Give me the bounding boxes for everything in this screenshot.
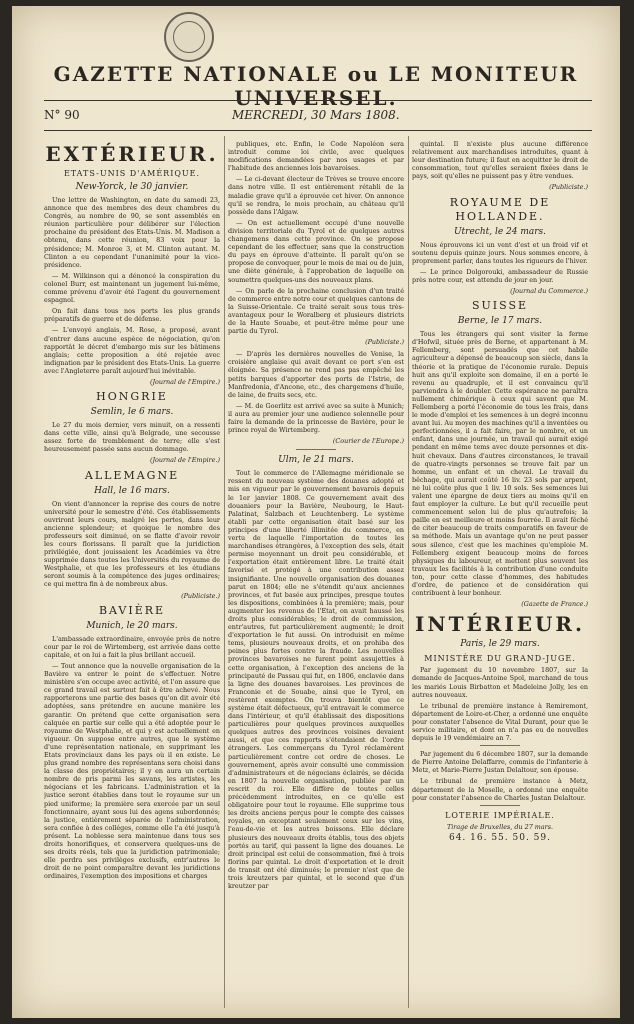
paragraph: L'ambassade extraordinaire, envoyée près de notre cour par le roi de Wirtemberg, est arrivée dans cette capitale, et on lui a fait la plus brillant accueil. — [44, 634, 220, 659]
paragraph: — L'envoyé anglais, M. Rose, a proposé, avant d'entrer dans aucune espèce de négociation, qu'on rapportât le décret d'embargo mis sur les bâtimens anglais; cette proposition a été rejetée avec indignation par le président des Etats-Unis. La guerre avec l'Angleterre paraît aujourd'hui inévitable. — [44, 326, 220, 375]
separator — [296, 449, 336, 450]
section-heading-exterieur: EXTÉRIEUR. — [45, 142, 219, 166]
paragraph: — On parle de la prochaine conclusion d'un traité de commerce entre notre cour et quelques cantons de la Suisse-Orientale. Ce traité serait sous tous très-avantageux pour le Woralberg et plusieurs districts de la Haute Souabe, et peut-être même pour une partie du Tyrol. — [228, 286, 404, 336]
ministry-heading: MINISTÈRE DU GRAND-JUGE. — [424, 654, 576, 664]
column-divider — [408, 136, 409, 1008]
paragraph: — D'après les dernières nouvelles de Venise, la croisière anglaise qui avait devant ce port s'en est éloignée. Sa présence ne rend pas pas empêché les petits barques d'apporter des ports de l'Istrie, de Manfredonia, d'Ancone, etc., des chargemens d'huile, de laine, de fruits secs, etc. — [228, 350, 404, 399]
source-credit: (Publiciste.) — [181, 591, 220, 600]
country-heading: ALLEMAGNE — [84, 468, 180, 482]
country-heading: BAVIÈRE — [98, 603, 166, 617]
paragraph: Par jugement du 10 novembre 1807, sur la demande de Jacques-Antoine Spol, marchand de tous les mariés Louis Birbatton et Madeleine Jolly, les en autres nouveaux. — [412, 666, 588, 699]
dateline: Berne, le 17 mars. — [457, 316, 543, 327]
masthead-rule-bottom — [44, 130, 592, 131]
country-heading: SUISSE — [471, 299, 529, 313]
lottery-draw-line: Tirage de Bruxelles, du 27 mars. — [446, 822, 554, 831]
dateline: Ulm, le 21 mars. — [278, 455, 354, 466]
paragraph: quintal. Il n'existe plus aucune différence relativement aux marchandises introduites, quant à leur destination future; il faut en acquitter le droit de consommation, tout qu'elles seraient fixées dans le pays, soit qu'elles ne puissent pas y être vendues. — [412, 140, 588, 181]
paragraph: — M. Wilkinson qui a dénoncé la conspiration du colonel Burr, est maintenant un jugement lui-même, comme prévenu d'avoir été l'agent du gouvernement espagnol. — [44, 271, 220, 305]
source-credit: (Journal du Commerce.) — [510, 287, 588, 296]
paragraph: Par jugement du 6 décembre 1807, sur la demande de Pierre Antoine Delaffarre, commis de l'infanterie à Metz, et Marie-Pierre Justan Delaltour, son épouse. — [412, 750, 588, 775]
issue-number: N° 90 — [44, 108, 80, 122]
paragraph: Une lettre de Washington, en date du samedi 23, annonce que des membres des deux chambres du Congrès, au nombre de 90, se sont assemblés en réunion particulière pour délibérer sur l'élection prochaine du président des Etats-Unis. M. Madison a obtenu, dans cette réunion, 83 voix pour la présidence; M. Monroe 3, et M. Clinton autant. M. Clinton a eu cependant l'unanimité pour la vice-présidence. — [44, 196, 220, 269]
source-credit: (Publiciste.) — [549, 183, 588, 192]
country-heading: HONGRIE — [96, 390, 168, 404]
dateline: Paris, le 29 mars. — [460, 639, 540, 650]
country-heading: ETATS-UNIS D'AMÉRIQUE. — [63, 169, 201, 178]
paragraph: Le 27 du mois dernier, vers minuit, on a ressenti dans cette ville, ainsi qu'à Belgrade, une secousse assez forte de tremblement de terre; elle s'est heureusement passée sans aucun dommage. — [44, 421, 220, 454]
column-1 — [44, 140, 220, 1010]
paragraph: Tout le commerce de l'Allemagne méridionale se ressent du nouveau système des douanes adopté et mis en vigueur par le gouvernement bavarois depuis le 1er janvier 1808. Ce gouvernement avait des douaniers pour la Bavière, Neubourg, le Haut-Palatinat, Salzbach et Leuchtenberg. Le système établi par cette organisation était basé sur les principes d'une liberté illimitée du commerce, en vertu de laquelle l'importation de toutes les marchandises étrangères, à l'exception des sels, était permise moyennant un droit peu considérable, et l'exportation était entièrement libre. Le traité était favorisé et protégé à une contribution assez insignifiante. Une nouvelle organisation des douanes parut en 1804; elle ne s'étendit qu'aux anciennes provinces, et fut basée aux principes, presque toutes les dispositions, combinées à la première; mais, pour augmenter les revenus de l'Etat, on avait haussé les droits plus considérables; le droit de commission, entr'autres, fut particulièrement augmenté; le droit d'exportation le fut aussi. On introduisit en même tems, plusieurs nouveaux droits, et on prohiba des peines plus fortes contre la fraude. Les nouvelles provinces bavaroises ne furent point assujetties à cette organisation, à l'exception des anciens de la principauté de Passau qui fut, en 1806, enclavée dans la ligne des douanes bavaroises. Les provinces de Franconie et de Souabe, ainsi que le Tyrol, en restèrent exemptes. On trouva bientôt que ce système était défectueux, qu'il entravait le commerce dans l'intérieur, et qu'il établissait des dispositions particulières pour quelques provinces auxquelles quelques autres des provinces voisines devaient aussi, et que ces rapports s'étendaient de l'ordre étrangers. Les commerçans du Tyrol réclamèrent particulièrement contre cet ordre de choses. Le gouvernement, après avoir consulté une commission d'administrateurs et de négocians éclairés, se décida en 1807 la nouvelle organisation, publiée par un rescrit du roi. Elle diffère de toutes celles précédemment introduites, en ce qu'elle est obligatoire pour tout le royaume. Elle supprime tous les droits anciens perçus pour le compte des caisses royales, en exceptant seulement ceux sur les vins, l'eau-de-vie et les autres boissons. Elle déclare plusieurs des nouveaux droits établis, tous des objets portés au tarif, qui passent la ligne des douanes. Le droit principal est celui de consommation, fixé à trois florins par quintal. Le droit d'exportation et le droit de transit ont été diminués; le premier n'est que de trois kreutzers par quintal, et le second que d'un kreutzer par — [228, 469, 404, 891]
dateline: Semlin, le 6 mars. — [90, 407, 174, 418]
paragraph: Tous les étrangers qui sont visiter la ferme d'Hofwil, située près de Berne, et appartenant à M. Fellemberg, sont persuadés que cet habile agriculteur a dépensé de beaucoup son siècle, dans la théorie et la pratique de l'économie rurale. Depuis huit ans qu'il exploite son domaine, il en a porté le revenu au quadruple, et il est convaincu qu'il parviendra à le doubler. Cette espérance ne paraîtra nullement chimérique à ceux qui savent que M. Fellemberg a porté l'économie de tous les frais, dans le mode d'emploi et les semences à un degré inconnu avant lui. Au moyen des machines qu'il a inventées ou perfectionnées, il a fait faire, par le nombre, et un enfant, dans une journée, un travail qui aurait exigé pendant en même tems avec douze personnes et dix-huit chevaux. Dans d'autres circonstances, le travail de quatre-vingts personnes se trouve fait par un homme, un enfant et un cheval. Le travail du bêchage, qui aurait coûté 16 liv. 23 sols par arpent, ne lui coûte plus que 1 liv. 10 sols. Ses semences lui valent une épargne de deux tiers au moins qu'il en faut employer la culture. Le but qu'il recueille peut commencement selon lui de plus qu'autrefois; la paille en est meilleure et moins fourrée. Il avait fêché de citer beaucoup de traits comparatifs en faveur de sa méthode. Mais un avantage qu'on ne peut passer sous silence, c'est que les machines qu'emploie M. Fellemberg exigent beaucoup moins de forces physiques du laboureur, et mettent plus souvent les travaux les facilités à la contribution d'une conduite ton, pour cette classe d'hommes, des habitudes d'ordre, de patience et de considération qui contribuent à leur bonheur. — [412, 330, 588, 598]
paragraph: Le tribunal de première instance à Remiremont, département de Loire-et-Cher, a ordonné une enquête pour constater l'absence de Vital Durant, pour que le service militaire, et dont on n'a pas eu de nouvelles depuis le 19 vendémiaire an 7. — [412, 701, 588, 743]
dateline: Hall, le 16 mars. — [94, 485, 170, 496]
paragraph: publiques, etc. Enfin, le Code Napoléon sera introduit comme loi civile, avec quelques modifications demandées par nos usages et par l'habitude des anciennes lois bavaroises. — [228, 140, 404, 173]
paragraph: — M. de Goerlitz est arrivé avec sa suite à Munich; il aura au premier jour une audience solennelle pour faire la demande de la princesse de Bavière, pour le prince royal de Wirtemberg. — [228, 401, 404, 435]
paragraph: Nous éprouvons ici un vent d'est et un froid vif et soutenu depuis quinze jours. Nous sommes encore, à proprement parler, dans toutes les rigueurs de l'hiver. — [412, 240, 588, 265]
separator — [480, 745, 520, 746]
source-credit: (Gazette de France.) — [521, 600, 588, 609]
dateline: Utrecht, le 24 mars. — [453, 226, 547, 237]
dateline: Munich, le 20 mars. — [86, 620, 178, 631]
separator — [480, 805, 520, 806]
country-heading: ROYAUME DE HOLLANDE. — [449, 195, 551, 223]
paragraph: On fait dans tous nos ports les plus grands préparatifs de guerre et de défense. — [44, 307, 220, 324]
source-credit: (Courier de l'Europe.) — [332, 437, 404, 446]
paragraph: — Le ci-devant électeur de Trèves se trouve encore dans notre ville. Il est entièrement rétabli de la maladie grave qu'il a éprouvée cet hiver. On annonce qu'il se rendra, le mois prochain, au château qu'il possède dans l'Algaw. — [228, 175, 404, 216]
column-3 — [412, 140, 588, 1010]
source-credit: (Journal de l'Empire.) — [149, 377, 220, 386]
dateline: New-Yorck, le 30 janvier. — [75, 182, 189, 192]
source-credit: (Journal de l'Empire.) — [149, 456, 220, 465]
masthead-title: GAZETTE NATIONALE ou LE MONITEUR UNIVERSEL. — [53, 62, 579, 110]
paragraph: Le tribunal de première instance à Metz, département de la Moselle, a ordonné une enquête pour constater l'absence de Charles Justan Delaltour. — [412, 777, 588, 802]
column-2 — [228, 140, 404, 1010]
column-divider — [224, 136, 225, 1008]
paragraph: — Le prince Dolgorouki, ambassadeur de Russie près notre cour, est attendu de jour en jour. — [412, 267, 588, 284]
source-credit: (Publiciste.) — [365, 338, 404, 347]
issue-bar — [44, 108, 592, 122]
paragraph: — On est actuellement occupé d'une nouvelle division territoriale du Tyrol et de quelques autres changemens dans cette province. On se propose cependant de les effectuer, sans que la construction du pays en éprouve d'atteinte. Il paraît qu'on se propose de convoquer, pour le mois de mai ou de juin, une diète générale, à l'approbation de laquelle on soumettra quelques-uns des nouveaux plans. — [228, 218, 404, 284]
lottery-numbers: 64. 16. 55. 50. 59. — [448, 832, 551, 843]
section-heading-interieur: INTÉRIEUR. — [414, 612, 585, 637]
newspaper-page — [12, 6, 620, 1018]
masthead-rule-top — [44, 100, 592, 101]
lottery-heading: LOTERIE IMPÉRIALE. — [445, 810, 555, 820]
paragraph: On vient d'annoncer la reprise des cours de notre université pour le semestre d'été. Ces établissements ouvriront leurs cours, malgré les pertes, dans leur ancienne splendeur; et quoique le nombre des professeurs soit diminué, on se flatte d'avoir revoir les cours florissans. Il paraît que la juridiction privilégiée, dont jouissaient les Académies va être supprimée dans toutes les Universités du royaume de Westphalie, et que les professeurs et les étudians seront soumis à la compétence des juges ordinaires; ce qui mettra fin à de nombreux abus. — [44, 499, 220, 589]
paragraph: — Tout annonce que la nouvelle organisation de la Bavière va entrer le point de s'effectuer. Notre ministère s'en occupe avec activité, et l'on assure que ce grand travail est surtout fait à être achevé. Nous rapporterons une partie des bases qu'on dit avoir été adoptées, sans prétendre en aucune manière les garantir. On prétend que cette organisation sera calquée en partie sur celle qui a été adoptée pour le royaume de Westphalie, et qui y est actuellement en vigueur. On suppose entre autres, que le système d'une représentation nationale, en supprimant les Etats provinciaux dans les pays où il en existe. Le plus grand nombre des représentans sera choisi dans la classe des propriétaires; il y en aura un certain nombre de pris parmi les savans, les artistes, les négocians et les fabricans. L'administration et la justice seront établies dans tout le royaume sur un pied uniforme; la première sera exercée par un seul fonctionnaire, ayant sous lui des agens subordonnés; la justice, entièrement séparée de l'administration, sera confiée à des colléges, comme elle l'a été jusqu'à présent. La noblesse sera maintenue dans tous ses droits honorifiques, et conservera quelques-uns de ses droits réels, tels que la juridiction patrimoniale; elle perdra ses privilèges exclusifs, entr'autres le droit de ne point comparaître devant les juridictions ordinaires, l'exemption des impositions et charges — [44, 661, 220, 881]
library-stamp-icon — [164, 12, 214, 62]
issue-date: MERCREDI, 30 Mars 1808. — [231, 108, 400, 122]
